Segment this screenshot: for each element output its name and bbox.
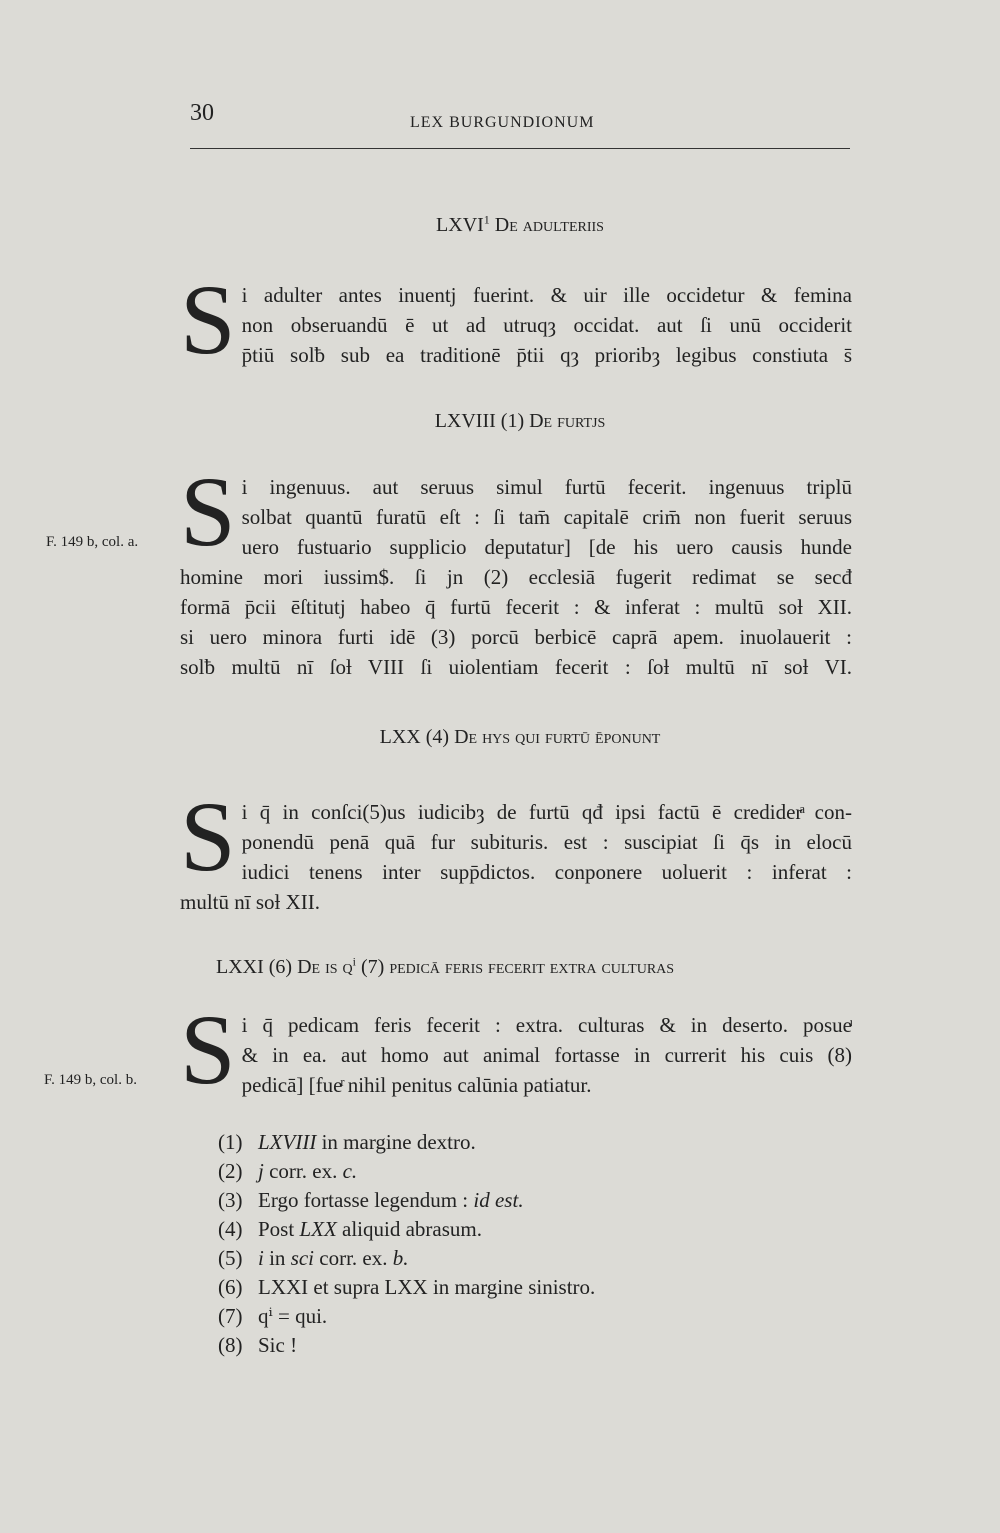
page-number: 30 <box>190 100 214 126</box>
section-heading-lxx <box>190 726 850 749</box>
text-line: p̄tiū solƀ sub ea traditionē p̄tii qȝ prioribȝ legibus constiuta s̄ <box>241 343 852 367</box>
text-line: non obseruandū ē ut ad utruqȝ occidat. aut ſi unū occiderit <box>241 313 852 337</box>
section-lxviii-text <box>180 456 852 682</box>
heading-footnote-mark: (4) <box>425 726 450 748</box>
text-line: multū nī soƚ XII. <box>180 890 320 914</box>
section-lxxi-text <box>180 994 852 1105</box>
footnote-item: (6) LXXI et supra LXX in margine sinistro. <box>218 1275 596 1299</box>
text-line: iudici tenens inter supp̄dictos. conponere uoluerit : inferat : <box>241 860 852 884</box>
footnote-item: (3) Ergo fortasse legendum : id est. <box>218 1188 524 1212</box>
heading-number: LXVIII <box>434 410 496 432</box>
footnote-item: (2) j corr. ex. c. <box>218 1159 358 1183</box>
text-line: solbat quantū furatū eſt : ſi tam̄ capitalē crim̄ non fuerit seruus <box>241 505 852 529</box>
text-line: & in ea. aut homo aut animal fortasse in currerit his cuis (8) <box>241 1043 852 1067</box>
drop-cap-initial: S <box>180 994 236 1105</box>
text-line: i q̄ pedicam feris fecerit : extra. culturas & in deserto. posueͬ <box>241 1013 852 1037</box>
heading-footnote-mark: 1 <box>483 212 490 227</box>
text-line: i adulter antes inuentj fuerint. & uir ille occidetur & femina <box>241 283 852 307</box>
heading-title: pedicā feris fecerit extra culturas <box>389 956 675 978</box>
footnote-item: (4) Post LXX aliquid abrasum. <box>218 1217 482 1241</box>
running-title: LEX BURGUNDIONUM <box>410 114 595 131</box>
header-rule <box>190 148 850 149</box>
heading-title: De is <box>297 956 338 978</box>
heading-number: LXX <box>379 726 421 748</box>
heading-title: De furtjs <box>529 410 606 432</box>
text-line: i ingenuus. aut seruus simul furtū fecerit. ingenuus triplū <box>241 475 852 499</box>
drop-cap-initial: S <box>180 456 236 567</box>
section-heading-lxviii <box>190 410 850 433</box>
heading-number: LXXI <box>216 956 264 978</box>
footnote-item: (7) qⁱ = qui. <box>218 1304 328 1328</box>
heading-abbrev-sup: i <box>352 954 357 969</box>
section-lxvi-text <box>180 264 852 375</box>
section-heading-lxxi <box>216 956 856 979</box>
heading-abbrev: q <box>342 956 353 978</box>
text-line: ponendū penā quā fur subituris. est : suscipiat ſi q̄s in elocū <box>241 830 852 854</box>
text-line: pedicā] [fueͬ nihil penitus calūnia patiatur. <box>241 1073 592 1097</box>
text-line: uero fustuario supplicio deputatur] [de his uero causis hunde <box>241 535 852 559</box>
text-line: si uero minora furti idē (3) porcū berbicē caprā apem. inuolauerit : <box>180 625 852 649</box>
footnotes <box>218 1128 595 1360</box>
section-lxx-text <box>180 781 852 917</box>
heading-footnote-mark: (1) <box>500 410 525 432</box>
heading-footnote-mark: (7) <box>361 956 385 978</box>
margin-note-col-a: F. 149 b, col. a. <box>46 534 139 550</box>
heading-number: LXVI <box>436 214 484 236</box>
text-line: homine mori iussim$. ſi jn (2) ecclesiā fugerit redimat se secđ <box>180 565 852 589</box>
section-heading-lxvi <box>190 214 850 237</box>
text-line: formā p̄cii ēſtitutj habeo q̄ furtū fecerit : & inferat : multū soƚ XII. <box>180 595 852 619</box>
text-line: i q̄ in conſci(5)us iudicibȝ de furtū qđ ipsi factū ē crediderͣ con- <box>241 800 852 824</box>
drop-cap-initial: S <box>180 781 236 892</box>
footnote-item: (5) i in sci corr. ex. b. <box>218 1246 409 1270</box>
footnote-item: (8) Sic ! <box>218 1333 298 1357</box>
heading-footnote-mark: (6) <box>268 956 293 978</box>
drop-cap-initial: S <box>180 264 236 375</box>
text-line: solƀ multū nī ſoƚ VIII ſi uiolentiam fecerit : ſoƚ multū nī soƚ VI. <box>180 655 852 679</box>
margin-note-col-b: F. 149 b, col. b. <box>44 1072 137 1088</box>
heading-title: De hys qui furtū ēponunt <box>454 726 661 748</box>
heading-title: De adulteriis <box>494 214 604 236</box>
footnote-item: (1) LXVIII in margine dextro. <box>218 1130 476 1154</box>
